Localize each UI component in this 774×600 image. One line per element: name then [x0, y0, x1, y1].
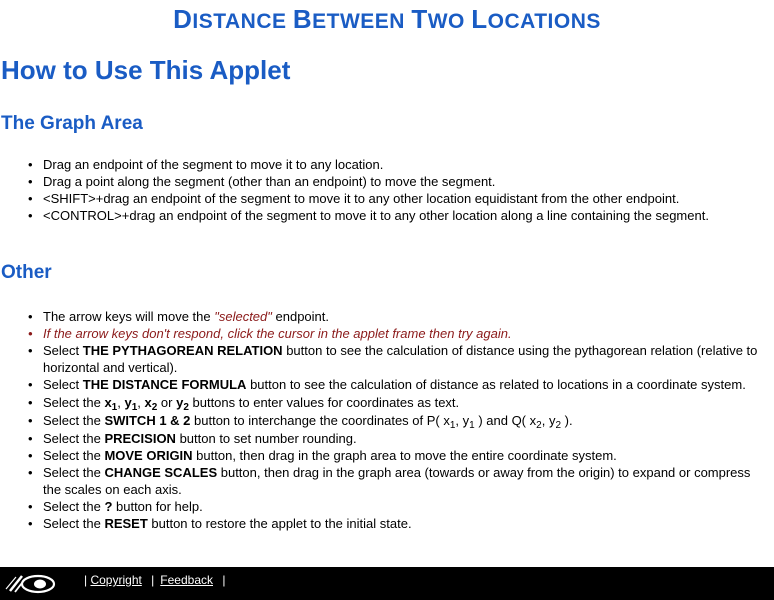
list-item: • <SHIFT>+drag an endpoint of the segment to move it to any other location equidistant from the other endpoint.	[26, 190, 766, 207]
copyright-link[interactable]: Copyright	[90, 573, 142, 587]
how-to-heading: How to Use This Applet	[1, 55, 291, 85]
footer-links: | Copyright | Feedback |	[84, 573, 226, 587]
list-item: • Drag a point along the segment (other than an endpoint) to move the segment.	[26, 173, 766, 190]
graph-area-heading: The Graph Area	[1, 113, 143, 134]
list-item: • Select THE PYTHAGOREAN RELATION button to see the calculation of distance using the pythagorean relation (relative to horizontal and vertical).	[26, 342, 766, 376]
list-item: • <CONTROL>+drag an endpoint of the segment to move it to any other location along a line containing the segment.	[26, 207, 766, 224]
list-item: • Select the SWITCH 1 & 2 button to interchange the coordinates of P( $x_1$, $y_1$ ) and Q( $x_2$, $y_2$ ).	[26, 412, 766, 429]
feedback-link[interactable]: Feedback	[160, 573, 213, 587]
graph-area-list	[26, 156, 766, 224]
list-item: • If the arrow keys don't respond, click the cursor in the applet frame then try again.	[26, 325, 766, 342]
list-item: • Select the ? button for help.	[26, 498, 766, 515]
list-item: • Select the RESET button to restore the applet to the initial state.	[26, 515, 766, 532]
other-heading: Other	[1, 262, 52, 283]
list-item: • Select the PRECISION button to set number rounding.	[26, 430, 766, 447]
logo-icon	[4, 571, 60, 595]
list-item: • Select the MOVE ORIGIN button, then drag in the graph area to move the entire coordinate system.	[26, 447, 766, 464]
list-item: • Select THE DISTANCE FORMULA button to see the calculation of distance as related to locations in a coordinate system.	[26, 376, 766, 393]
other-list	[26, 308, 766, 532]
page-title: DISTANCE BETWEEN TWO LOCATIONS	[173, 4, 601, 34]
list-item: • Drag an endpoint of the segment to move it to any location.	[26, 156, 766, 173]
list-item: • The arrow keys will move the "selected" endpoint.	[26, 308, 766, 325]
list-item: • Select the CHANGE SCALES button, then drag in the graph area (towards or away from the origin) to expand or compress the scales on each axis.	[26, 464, 766, 498]
footer	[0, 567, 774, 600]
list-item: • Select the $x_1$, $y_1$, $x_2$ or $y_2$ buttons to enter values for coordinates as text.	[26, 394, 766, 411]
